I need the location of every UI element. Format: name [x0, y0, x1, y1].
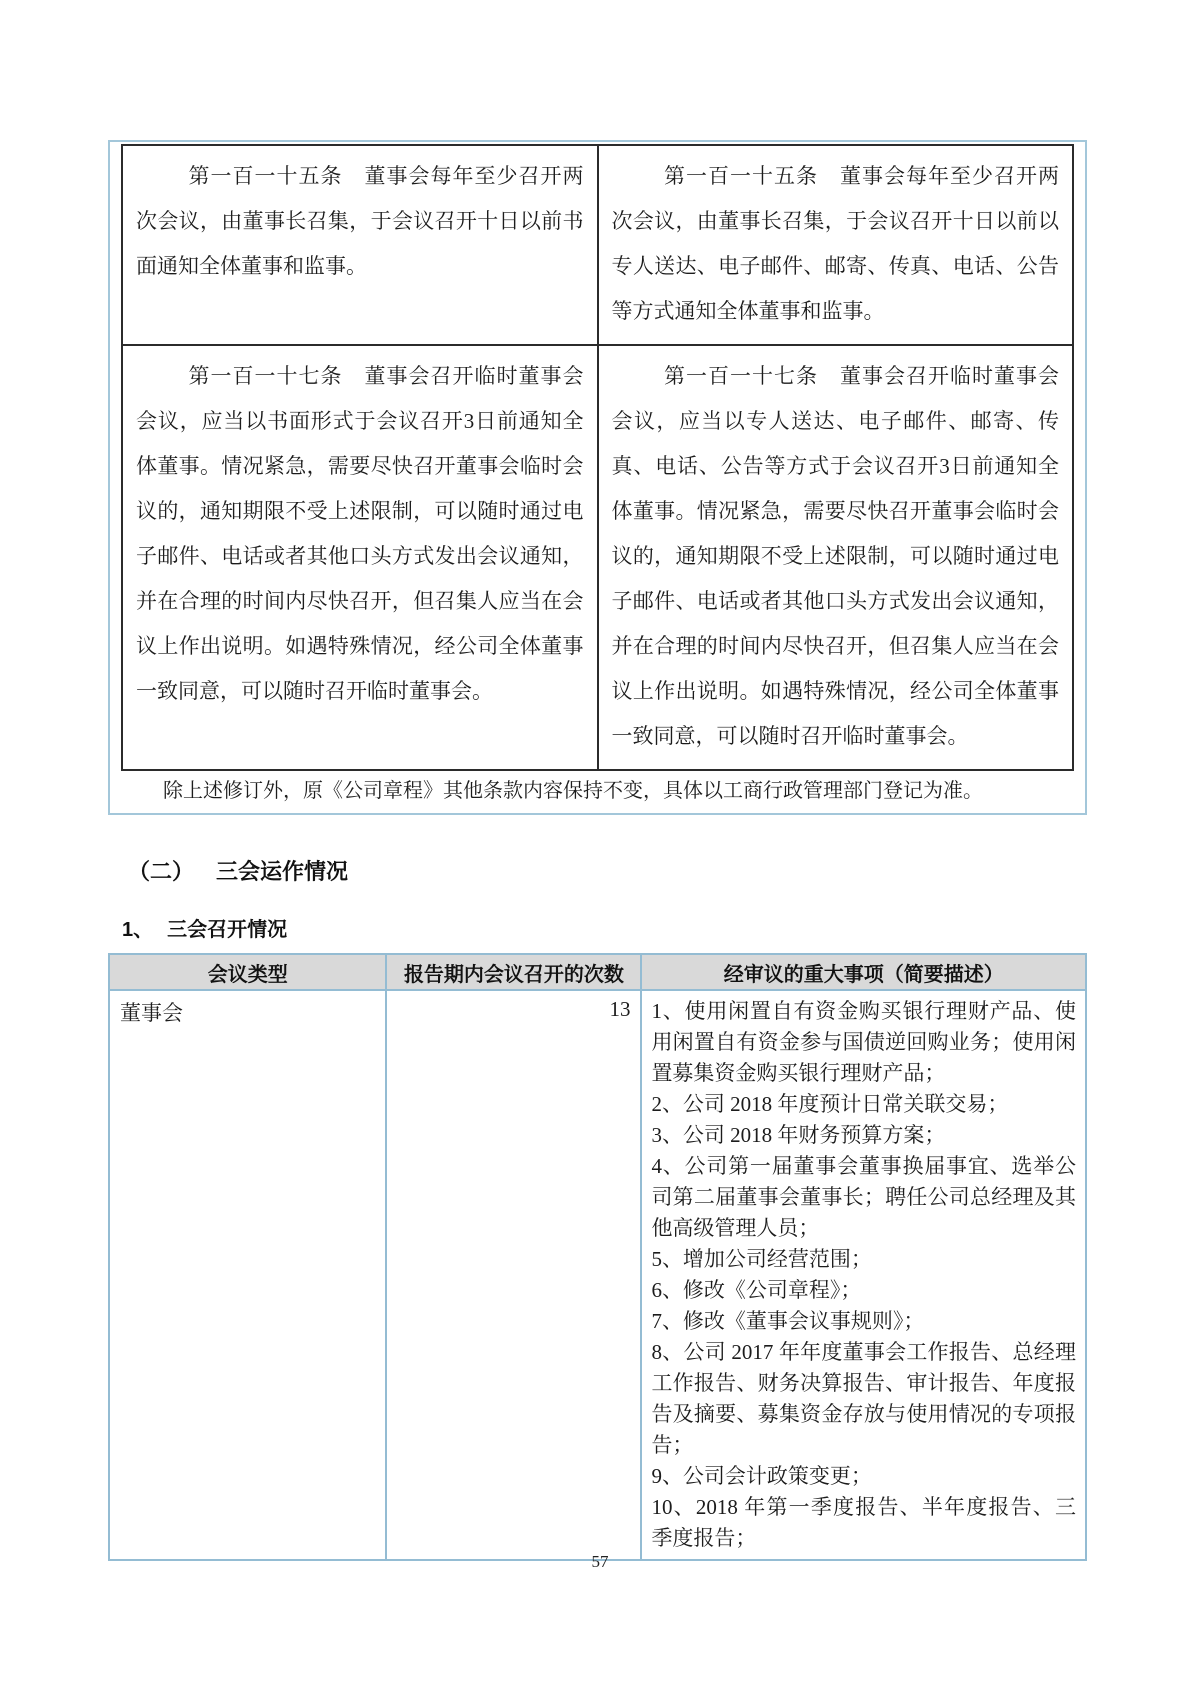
meetings-table: [108, 953, 1087, 1561]
charter-comparison-table: [121, 144, 1074, 771]
section-number: （二）: [128, 859, 195, 884]
reviewed-matter-item: 10、2018 年第一季度报告、半年度报告、三季度报告；: [651, 1495, 1076, 1550]
section-heading: [108, 858, 1087, 886]
column-header-major-matters: 经审议的重大事项（简要描述）: [641, 954, 1086, 990]
column-header-meeting-type: 会议类型: [109, 954, 386, 990]
table-row: [109, 990, 1086, 1560]
reviewed-matter-item: 2、公司 2018 年度预计日常关联交易；: [651, 1092, 1009, 1116]
charter-article115-after-cell: 第一百一十五条 董事会每年至少召开两次会议，由董事长召集，于会议召开十日以前以专人送达、电子邮件、邮寄、传真、电话、公告等方式通知全体董事和监事。: [598, 145, 1074, 345]
charter-article117-before-cell: 第一百一十七条 董事会召开临时董事会会议，应当以书面形式于会议召开3日前通知全体董事。情况紧急，需要尽快召开董事会临时会议的，通知期限不受上述限制，可以随时通过电子邮件、电话或者其他口头方式发出会议通知，并在合理的时间内尽快召开，但召集人应当在会议上作出说明。如遇特殊情况，经公司全体董事一致同意，可以随时召开临时董事会。: [122, 345, 598, 770]
document-page: [108, 140, 1087, 1561]
charter-article115-before-cell: 第一百一十五条 董事会每年至少召开两次会议，由董事长召集，于会议召开十日以前书面通知全体董事和监事。: [122, 145, 598, 345]
section-title: 三会运作情况: [216, 859, 349, 884]
reviewed-matter-item: 1、使用闲置自有资金购买银行理财产品、使用闲置自有资金参与国债逆回购业务；使用闲置募集资金购买银行理财产品；: [651, 999, 1076, 1085]
reviewed-matter-item: 6、修改《公司章程》；: [651, 1278, 862, 1302]
meeting-count-cell: 13: [386, 990, 641, 1560]
reviewed-matter-item: 4、公司第一届董事会董事换届事宜、选举公司第二届董事会董事长；聘任公司总经理及其他高级管理人员；: [651, 1154, 1076, 1240]
table-row: [122, 345, 1073, 770]
page-number: 57: [591, 1552, 609, 1571]
reviewed-matter-item: 7、修改《董事会议事规则》；: [651, 1309, 925, 1333]
charter-article117-after-cell: 第一百一十七条 董事会召开临时董事会会议，应当以专人送达、电子邮件、邮寄、传真、电话、公告等方式于会议召开3日前通知全体董事。情况紧急，需要尽快召开董事会临时会议的，通知期限不受上述限制，可以随时通过电子邮件、电话或者其他口头方式发出会议通知，并在合理的时间内尽快召开，但召集人应当在会议上作出说明。如遇特殊情况，经公司全体董事一致同意，可以随时召开临时董事会。: [598, 345, 1074, 770]
subsection-title: 三会召开情况: [167, 919, 288, 941]
table-header-row: [109, 954, 1086, 990]
reviewed-matter-item: 8、公司 2017 年年度董事会工作报告、总经理工作报告、财务决算报告、审计报告、年度报告及摘要、募集资金存放与使用情况的专项报告；: [651, 1340, 1076, 1457]
reviewed-matter-item: 9、公司会计政策变更；: [651, 1464, 872, 1488]
major-matters-cell: [641, 990, 1086, 1560]
column-header-meeting-count: 报告期内会议召开的次数: [386, 954, 641, 990]
charter-amendment-box: [108, 140, 1087, 815]
table-row: [122, 145, 1073, 345]
charter-note: 除上述修订外，原《公司章程》其他条款内容保持不变，具体以工商行政管理部门登记为准。: [163, 780, 983, 802]
reviewed-matter-item: 5、增加公司经营范围；: [651, 1247, 872, 1271]
reviewed-matter-item: 3、公司 2018 年财务预算方案；: [651, 1123, 946, 1147]
meeting-type-cell: 董事会: [109, 990, 386, 1560]
subsection-number: 1、: [122, 919, 154, 941]
subsection-heading: [108, 917, 1087, 943]
